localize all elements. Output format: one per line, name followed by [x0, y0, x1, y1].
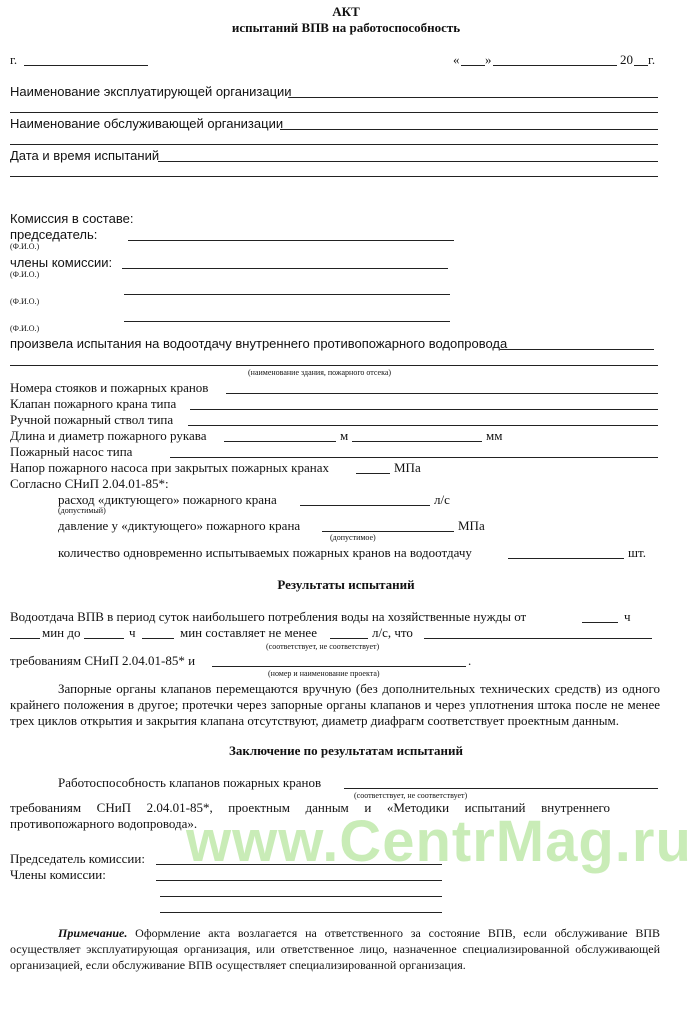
- flow-unit: л/с: [434, 492, 450, 507]
- to-hours-unit: ч: [129, 625, 136, 640]
- performance-field[interactable]: [344, 788, 658, 789]
- results-line-1: Водоотдача ВПВ в период суток наибольшего потребления воды на хозяйственные нужды от: [10, 609, 527, 624]
- pump-type-label: Пожарный насос типа: [10, 444, 133, 459]
- operating-org-label: Наименование эксплуатирующей организации: [10, 84, 292, 99]
- date-open-quote: «: [453, 52, 460, 67]
- pressure-label: давление у «диктующего» пожарного крана: [58, 518, 301, 533]
- watermark-logo: www.CentrMag.ru: [186, 809, 692, 874]
- pump-type-field[interactable]: [170, 457, 658, 458]
- date-close-quote: »: [485, 52, 492, 67]
- member-2-field[interactable]: [124, 294, 450, 295]
- note-label: Примечание.: [58, 926, 128, 940]
- chairman-label: председатель:: [10, 227, 98, 242]
- day-field[interactable]: [461, 65, 485, 66]
- results-corresponds-note: (соответствует, не соответствует): [266, 642, 380, 651]
- commission-composition: Комиссия в составе:: [10, 211, 134, 226]
- project-field-dot: .: [468, 653, 472, 668]
- project-note: (номер и наименование проекта): [268, 669, 380, 678]
- quantity-label: количество одновременно испытываемых пожарных кранов на водоотдачу: [58, 545, 472, 560]
- act-subtitle: испытаний ВПВ на работоспособность: [231, 20, 461, 35]
- pump-pressure-field[interactable]: [356, 473, 390, 474]
- operating-org-field-2[interactable]: [10, 112, 658, 113]
- valve-type-label: Клапан пожарного крана типа: [10, 396, 177, 411]
- risers-label: Номера стояков и пожарных кранов: [10, 380, 209, 395]
- results-heading: Результаты испытаний: [277, 577, 415, 592]
- pressure-unit: МПа: [458, 518, 485, 533]
- act-title: АКТ: [332, 4, 360, 19]
- city-label: г.: [10, 52, 18, 67]
- pressure-field[interactable]: [322, 531, 454, 532]
- requirements-label: требованиям СНиП 2.04.01-85* и: [10, 653, 196, 668]
- member-3-field[interactable]: [124, 321, 450, 322]
- conclusion-corresponds-note: (соответствует, не соответствует): [354, 791, 468, 800]
- datetime-field[interactable]: [158, 161, 658, 162]
- nozzle-type-label: Ручной пожарный ствол типа: [10, 412, 174, 427]
- nozzle-type-field[interactable]: [188, 425, 658, 426]
- pressure-allowed-note: (допустимое): [330, 533, 376, 542]
- conclusion-text: требованиям СНиП 2.04.01-85*, проектным данным и «Методики испытаний внутреннего противопожарного водопровода».: [10, 800, 610, 831]
- member-2-fio-note: (Ф.И.О.): [10, 297, 40, 306]
- building-note: (наименование здания, пожарного отсека): [248, 368, 392, 377]
- flow-label: расход «диктующего» пожарного крана: [58, 492, 277, 507]
- final-member-3-field[interactable]: [160, 912, 442, 913]
- members-label: члены комиссии:: [10, 255, 113, 270]
- pump-pressure-label: Напор пожарного насоса при закрытых пожарных кранах: [10, 460, 329, 475]
- note-text: Оформление акта возлагается на ответственного за состояние ВПВ, если обслуживание ВПВ осуществляет эксплуатирующая организация, или ответственное лицо, назначенное специализированной обслуживающей организацией, если обслуживание ВПВ осуществляет специализированной организация.: [10, 926, 661, 972]
- month-field[interactable]: [493, 65, 617, 66]
- flow-field[interactable]: [300, 505, 430, 506]
- performed-label: произвела испытания на водоотдачу внутреннего противопожарного водопровода: [10, 336, 508, 351]
- final-member-1-field[interactable]: [156, 880, 442, 881]
- according-label: Согласно СНиП 2.04.01-85*:: [10, 476, 169, 491]
- operating-org-field[interactable]: [288, 97, 658, 98]
- year-suffix: г.: [648, 52, 656, 67]
- min-to-label: мин до: [42, 625, 81, 640]
- from-hours-field[interactable]: [582, 622, 618, 623]
- valves-paragraph: Запорные органы клапанов перемещаются вручную (без дополнительных технических средств) из одного крайнего положения в другое; протечки через запорные органы клапанов и через уплотнения штока после не менее трех циклов открытия и закрытия клапана отсутствуют, диаметр диафрагм соответствует проектным данным.: [10, 681, 660, 728]
- note-paragraph: [10, 925, 660, 973]
- quantity-field[interactable]: [508, 558, 624, 559]
- member-3-fio-note: (Ф.И.О.): [10, 324, 40, 333]
- project-field[interactable]: [212, 666, 466, 667]
- flow-result-field[interactable]: [330, 638, 368, 639]
- valve-type-field[interactable]: [190, 409, 658, 410]
- hose-unit-mm: мм: [486, 428, 503, 443]
- hose-label: Длина и диаметр пожарного рукава: [10, 428, 207, 443]
- final-chairman-field[interactable]: [156, 864, 442, 865]
- final-members-label: Члены комиссии:: [10, 867, 106, 882]
- building-field[interactable]: [500, 349, 654, 350]
- to-minutes-field[interactable]: [142, 638, 174, 639]
- member-1-fio-note: (Ф.И.О.): [10, 270, 40, 279]
- hose-diameter-field[interactable]: [352, 441, 482, 442]
- chairman-field[interactable]: [128, 240, 454, 241]
- year-field[interactable]: [634, 65, 648, 66]
- member-1-field[interactable]: [122, 268, 448, 269]
- risers-field[interactable]: [226, 393, 658, 394]
- to-hours-field[interactable]: [84, 638, 124, 639]
- performance-label: Работоспособность клапанов пожарных кранов: [58, 775, 322, 790]
- final-member-2-field[interactable]: [160, 896, 442, 897]
- from-minutes-field[interactable]: [10, 638, 40, 639]
- service-org-field[interactable]: [280, 129, 658, 130]
- pump-pressure-unit: МПа: [394, 460, 421, 475]
- ls-what-label: л/с, что: [372, 625, 413, 640]
- year-prefix: 20: [620, 52, 633, 67]
- service-org-field-2[interactable]: [10, 144, 658, 145]
- building-field-2[interactable]: [10, 365, 658, 366]
- min-is-label: мин составляет не менее: [180, 625, 317, 640]
- datetime-field-2[interactable]: [10, 176, 658, 177]
- final-chairman-label: Председатель комиссии:: [10, 851, 145, 866]
- corresponds-field[interactable]: [424, 638, 652, 639]
- from-hours-unit: ч: [624, 609, 631, 624]
- hose-length-field[interactable]: [224, 441, 336, 442]
- conclusion-heading: Заключение по результатам испытаний: [229, 743, 463, 758]
- flow-allowed-note: (допустимый): [58, 506, 106, 515]
- chairman-fio-note: (Ф.И.О.): [10, 242, 40, 251]
- quantity-unit: шт.: [628, 545, 646, 560]
- datetime-label: Дата и время испытаний: [10, 148, 160, 163]
- service-org-label: Наименование обслуживающей организации: [10, 116, 284, 131]
- hose-unit-m: м: [340, 428, 349, 443]
- city-field[interactable]: [24, 65, 148, 66]
